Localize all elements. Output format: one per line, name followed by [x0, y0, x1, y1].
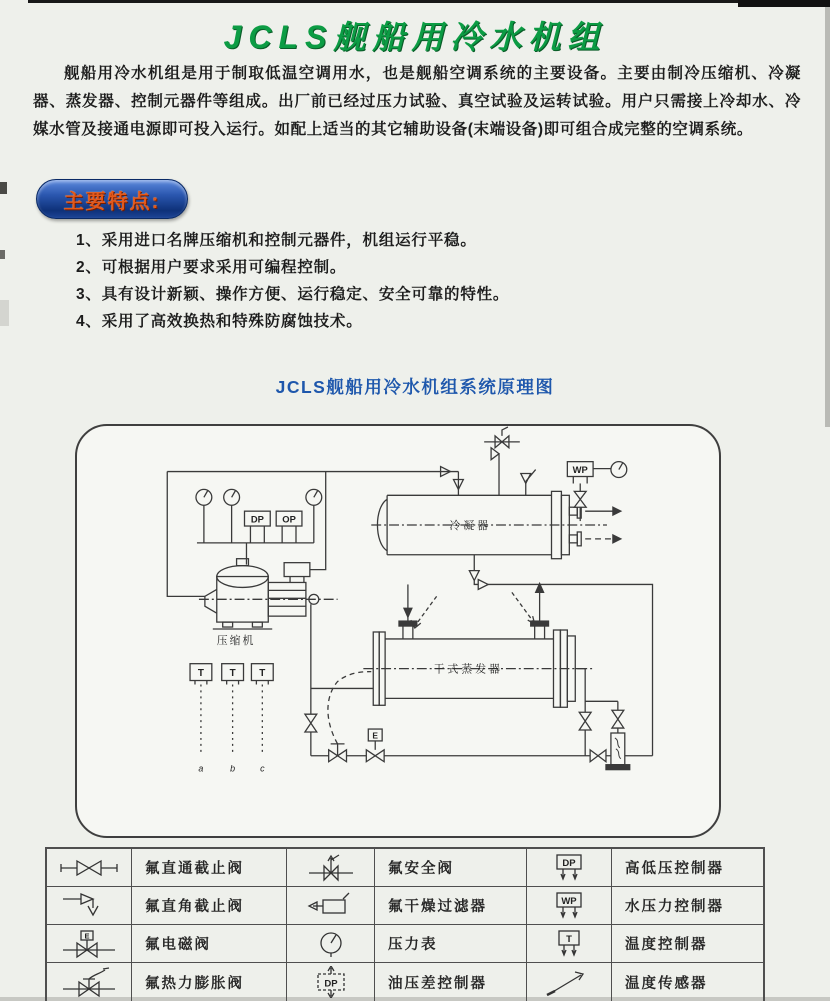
pressure-gauges	[196, 489, 322, 564]
svg-text:E: E	[84, 931, 90, 940]
condenser-group	[371, 491, 621, 558]
expansion-valve	[328, 672, 371, 762]
angle-stop-valve-icon	[57, 890, 121, 922]
oil-pressure-diff-controller-icon	[299, 966, 363, 998]
t-box-label: T	[229, 668, 236, 680]
sensor-letter-a: a	[198, 763, 204, 774]
legend-label: 高低压控制器	[612, 849, 763, 887]
evaporator-label: 干式蒸发器	[433, 663, 503, 676]
scan-edge-top-right	[738, 0, 830, 7]
temperature-sensor-probes	[411, 592, 535, 628]
safety-valve-icon	[299, 852, 363, 884]
legend-symbol-dry-filter	[287, 887, 375, 925]
legend-symbol-thermal-expansion-valve	[47, 963, 132, 1001]
condenser-label: 冷凝器	[449, 519, 492, 532]
legend-symbol-dp-controller	[527, 849, 612, 887]
feature-item: 2、可根据用户要求采用可编程控制。	[76, 259, 347, 276]
filter-drier	[606, 733, 630, 770]
svg-text:WP: WP	[561, 895, 577, 907]
sensor-letter-c: c	[260, 763, 265, 774]
sensor-letter-b: b	[230, 763, 236, 774]
legend-label: 压力表	[375, 925, 527, 963]
legend-symbol-wp-controller	[527, 887, 612, 925]
features-badge	[36, 179, 188, 219]
condenser-top-valves	[441, 427, 536, 495]
evaporator-group	[363, 583, 593, 707]
legend-symbol-pressure-gauge	[287, 925, 375, 963]
feature-item: 4、采用了高效换热和特殊防腐蚀技术。	[76, 313, 363, 330]
legend-table	[45, 847, 765, 1001]
legend-label: 温度传感器	[625, 975, 708, 992]
t-box-label: T	[197, 668, 204, 680]
legend-symbol-temperature-sensor	[527, 963, 612, 1001]
legend-label: 水压力控制器	[612, 887, 763, 925]
feature-item: 1、采用进口名牌压缩机和控制元器件，机组运行平稳。	[76, 232, 477, 249]
legend-symbol-t-controller	[527, 925, 612, 963]
legend-label: 温度控制器	[612, 925, 763, 963]
schematic-svg	[77, 426, 719, 836]
legend-symbol-safety-valve	[287, 849, 375, 887]
legend-symbol-oil-pressure-diff-controller	[287, 963, 375, 1001]
legend-label: 氟直通截止阀	[132, 849, 287, 887]
scan-edge-right	[825, 7, 830, 427]
legend-label: 氟安全阀	[375, 849, 527, 887]
page-title: JCLS舰船用冷水机组	[223, 19, 607, 55]
wp-box-label: WP	[572, 464, 588, 476]
scan-edge-top	[28, 0, 830, 3]
compressor-label: 压缩机	[216, 634, 256, 647]
t-controller-icon	[537, 928, 601, 960]
dry-filter-icon	[299, 890, 363, 922]
features-list	[76, 227, 756, 335]
straight-stop-valve-icon	[57, 852, 121, 884]
pressure-gauge-icon	[299, 928, 363, 960]
scan-artifact	[0, 182, 7, 194]
legend-label: 油压差控制器	[375, 963, 527, 1001]
solenoid-valve-icon	[57, 928, 121, 960]
svg-text:DP: DP	[562, 857, 576, 869]
intro-paragraph: 舰船用冷水机组是用于制取低温空调用水，也是舰船空调系统的主要设备。主要由制冷压缩机、冷凝器、蒸发器、控制元器件等组成。出厂前已经过压力试验、真空试验及运转试验。用户只需接上冷却水、冷媒水管及接通电源即可投入运行。如配上适当的其它辅助设备(末端设备)即可组合成完整的空调系统。	[33, 65, 801, 138]
features-badge-label: 主要特点:	[63, 190, 161, 213]
temperature-sensor-icon	[537, 966, 601, 998]
svg-text:T: T	[566, 933, 572, 945]
e-box-label: E	[372, 730, 379, 741]
dp-box-label: DP	[250, 513, 264, 525]
wp-controller-icon	[537, 890, 601, 922]
thermal-expansion-valve-icon	[57, 966, 121, 998]
op-box-label: OP	[282, 513, 296, 525]
legend-symbol-solenoid-valve	[47, 925, 132, 963]
scan-artifact	[0, 250, 5, 259]
feature-item: 3、具有设计新颖、操作方便、运行稳定、安全可靠的特性。	[76, 286, 510, 303]
svg-text:DP: DP	[323, 978, 338, 990]
legend-label: 氟直角截止阀	[132, 887, 287, 925]
dp-controller-icon	[537, 852, 601, 884]
diagram-title: JCLS舰船用冷水机组系统原理图	[275, 377, 555, 397]
scan-artifact	[0, 300, 9, 326]
schematic-diagram	[75, 424, 721, 838]
condenser-outlet-valve	[469, 571, 488, 590]
liquid-line-valve	[305, 714, 317, 732]
legend-label: 氟电磁阀	[132, 925, 287, 963]
legend-label: 氟热力膨胀阀	[132, 963, 287, 1001]
legend-symbol-straight-stop-valve	[47, 849, 132, 887]
t-box-label: T	[259, 668, 266, 680]
diagram-labels	[198, 464, 588, 774]
legend-symbol-angle-stop-valve	[47, 887, 132, 925]
legend-label: 氟干燥过滤器	[375, 887, 527, 925]
